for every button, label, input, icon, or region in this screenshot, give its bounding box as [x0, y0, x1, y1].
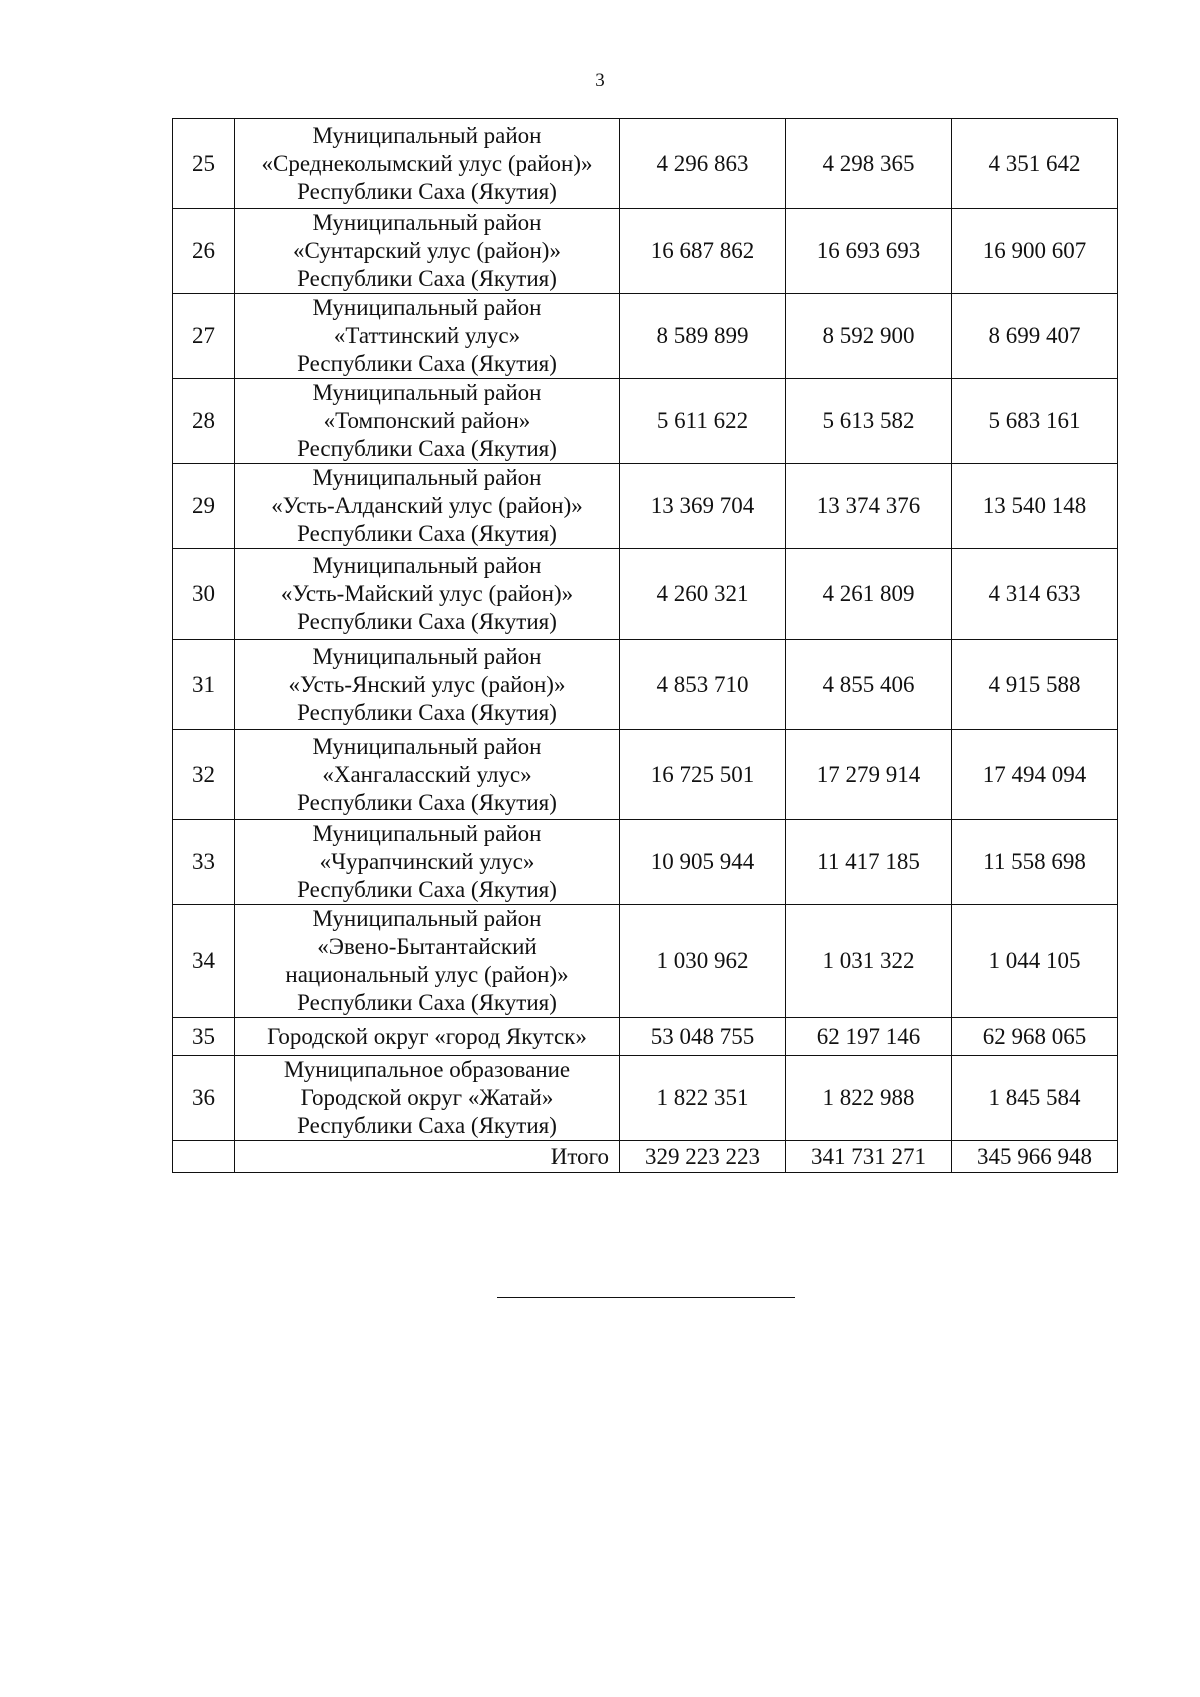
- amount-year-1: 16 687 862: [620, 209, 786, 294]
- municipality-name: [235, 294, 620, 379]
- amount-year-1: 8 589 899: [620, 294, 786, 379]
- municipality-name-line: «Сунтарский улус (район)»: [293, 238, 561, 263]
- amount-year-1: 4 296 863: [620, 119, 786, 209]
- table-row: [173, 549, 1118, 640]
- amount-year-1: 5 611 622: [620, 379, 786, 464]
- municipality-name-line: Республики Саха (Якутия): [297, 178, 557, 204]
- amount-year-1: 10 905 944: [620, 820, 786, 905]
- table-body: [173, 119, 1118, 1173]
- row-number: 28: [173, 379, 235, 464]
- municipality-name: [235, 905, 620, 1018]
- amount-year-2: 4 855 406: [786, 640, 952, 730]
- end-rule: [497, 1297, 795, 1298]
- municipality-name-line: «Чурапчинский улус»: [319, 849, 535, 874]
- table-row: [173, 905, 1118, 1018]
- budget-table: [172, 118, 1118, 1173]
- amount-year-1: 1 822 351: [620, 1056, 786, 1141]
- total-year-1: 329 223 223: [620, 1141, 786, 1173]
- municipality-name-line: Муниципальный район: [312, 821, 542, 846]
- total-year-3: 345 966 948: [952, 1141, 1118, 1173]
- amount-year-1: 4 260 321: [620, 549, 786, 640]
- municipality-name-line: «Усть-Алданский улус (район)»: [271, 493, 583, 518]
- amount-year-3: 5 683 161: [952, 379, 1118, 464]
- row-number: 35: [173, 1018, 235, 1056]
- row-number: 27: [173, 294, 235, 379]
- municipality-name: [235, 464, 620, 549]
- table-row: [173, 730, 1118, 820]
- amount-year-3: 16 900 607: [952, 209, 1118, 294]
- row-number: 32: [173, 730, 235, 820]
- amount-year-3: 4 314 633: [952, 549, 1118, 640]
- total-label: Итого: [235, 1141, 620, 1173]
- municipality-name-line: Республики Саха (Якутия): [297, 521, 557, 546]
- municipality-name: [235, 1018, 620, 1056]
- municipality-name: [235, 820, 620, 905]
- municipality-name-line: Муниципальный район: [312, 295, 542, 320]
- table-row: [173, 379, 1118, 464]
- municipality-name: [235, 209, 620, 294]
- municipality-name-line: Республики Саха (Якутия): [297, 436, 557, 461]
- row-number: 33: [173, 820, 235, 905]
- municipality-name-line: Республики Саха (Якутия): [297, 990, 557, 1015]
- row-number: 36: [173, 1056, 235, 1141]
- amount-year-1: 53 048 755: [620, 1018, 786, 1056]
- row-number: 30: [173, 549, 235, 640]
- page-number: 3: [595, 70, 605, 91]
- amount-year-3: 1 845 584: [952, 1056, 1118, 1141]
- municipality-name-line: «Усть-Майский улус (район)»: [280, 581, 574, 606]
- municipality-name-line: Республики Саха (Якутия): [297, 877, 557, 902]
- row-number: 34: [173, 905, 235, 1018]
- amount-year-2: 1 822 988: [786, 1056, 952, 1141]
- amount-year-3: 17 494 094: [952, 730, 1118, 820]
- municipality-name-line: «Усть-Янский улус (район)»: [288, 671, 566, 697]
- municipality-name-line: Муниципальный район: [312, 643, 542, 669]
- table-row: [173, 1018, 1118, 1056]
- row-number: 26: [173, 209, 235, 294]
- amount-year-2: 62 197 146: [786, 1018, 952, 1056]
- amount-year-2: 8 592 900: [786, 294, 952, 379]
- municipality-name-line: Муниципальный район: [312, 465, 542, 490]
- municipality-name-line: «Томпонский район»: [323, 408, 531, 433]
- table-row: [173, 294, 1118, 379]
- amount-year-3: 11 558 698: [952, 820, 1118, 905]
- table-row: [173, 119, 1118, 209]
- amount-year-3: 4 915 588: [952, 640, 1118, 730]
- amount-year-2: 1 031 322: [786, 905, 952, 1018]
- municipality-name-line: «Среднеколымский улус (район)»: [261, 150, 593, 176]
- municipality-name-line: Городской округ «Жатай»: [300, 1085, 554, 1110]
- amount-year-1: 1 030 962: [620, 905, 786, 1018]
- total-year-2: 341 731 271: [786, 1141, 952, 1173]
- row-number: 29: [173, 464, 235, 549]
- table-row: [173, 640, 1118, 730]
- table-row: [173, 464, 1118, 549]
- amount-year-2: 5 613 582: [786, 379, 952, 464]
- municipality-name: [235, 640, 620, 730]
- municipality-name-line: «Хангаласский улус»: [322, 761, 532, 787]
- table-row: [173, 820, 1118, 905]
- municipality-name-line: Муниципальный район: [312, 553, 542, 578]
- municipality-name: [235, 1056, 620, 1141]
- amount-year-1: 4 853 710: [620, 640, 786, 730]
- municipality-name: [235, 549, 620, 640]
- amount-year-1: 13 369 704: [620, 464, 786, 549]
- municipality-name-line: Республики Саха (Якутия): [297, 789, 557, 815]
- amount-year-2: 13 374 376: [786, 464, 952, 549]
- municipality-name-line: Муниципальный район: [312, 210, 542, 235]
- municipality-name-line: «Эвено-Бытантайский: [317, 934, 537, 959]
- municipality-name-line: национальный улус (район)»: [285, 962, 569, 987]
- amount-year-2: 16 693 693: [786, 209, 952, 294]
- municipality-name-line: Муниципальное образование: [283, 1057, 571, 1082]
- municipality-name-line: Городской округ «город Якутск»: [267, 1023, 587, 1049]
- municipality-name-line: Муниципальный район: [312, 380, 542, 405]
- table-row: [173, 1056, 1118, 1141]
- amount-year-3: 1 044 105: [952, 905, 1118, 1018]
- amount-year-3: 13 540 148: [952, 464, 1118, 549]
- table-row: [173, 209, 1118, 294]
- amount-year-2: 4 298 365: [786, 119, 952, 209]
- municipality-name-line: «Таттинский улус»: [333, 323, 521, 348]
- amount-year-2: 17 279 914: [786, 730, 952, 820]
- municipality-name: [235, 730, 620, 820]
- amount-year-2: 11 417 185: [786, 820, 952, 905]
- amount-year-3: 4 351 642: [952, 119, 1118, 209]
- municipality-name-line: Республики Саха (Якутия): [297, 351, 557, 376]
- municipality-name: [235, 379, 620, 464]
- municipality-name-line: Муниципальный район: [312, 733, 542, 759]
- municipality-name-line: Республики Саха (Якутия): [297, 266, 557, 291]
- municipality-name-line: Республики Саха (Якутия): [297, 699, 557, 725]
- amount-year-3: 8 699 407: [952, 294, 1118, 379]
- municipality-name: [235, 119, 620, 209]
- amount-year-2: 4 261 809: [786, 549, 952, 640]
- municipality-name-line: Республики Саха (Якутия): [297, 609, 557, 634]
- total-row: [173, 1141, 1118, 1173]
- municipality-name-line: Муниципальный район: [312, 122, 542, 148]
- municipality-name-line: Муниципальный район: [312, 906, 542, 931]
- amount-year-1: 16 725 501: [620, 730, 786, 820]
- total-empty-cell: [173, 1141, 235, 1173]
- row-number: 25: [173, 119, 235, 209]
- row-number: 31: [173, 640, 235, 730]
- municipality-name-line: Республики Саха (Якутия): [297, 1113, 557, 1138]
- amount-year-3: 62 968 065: [952, 1018, 1118, 1056]
